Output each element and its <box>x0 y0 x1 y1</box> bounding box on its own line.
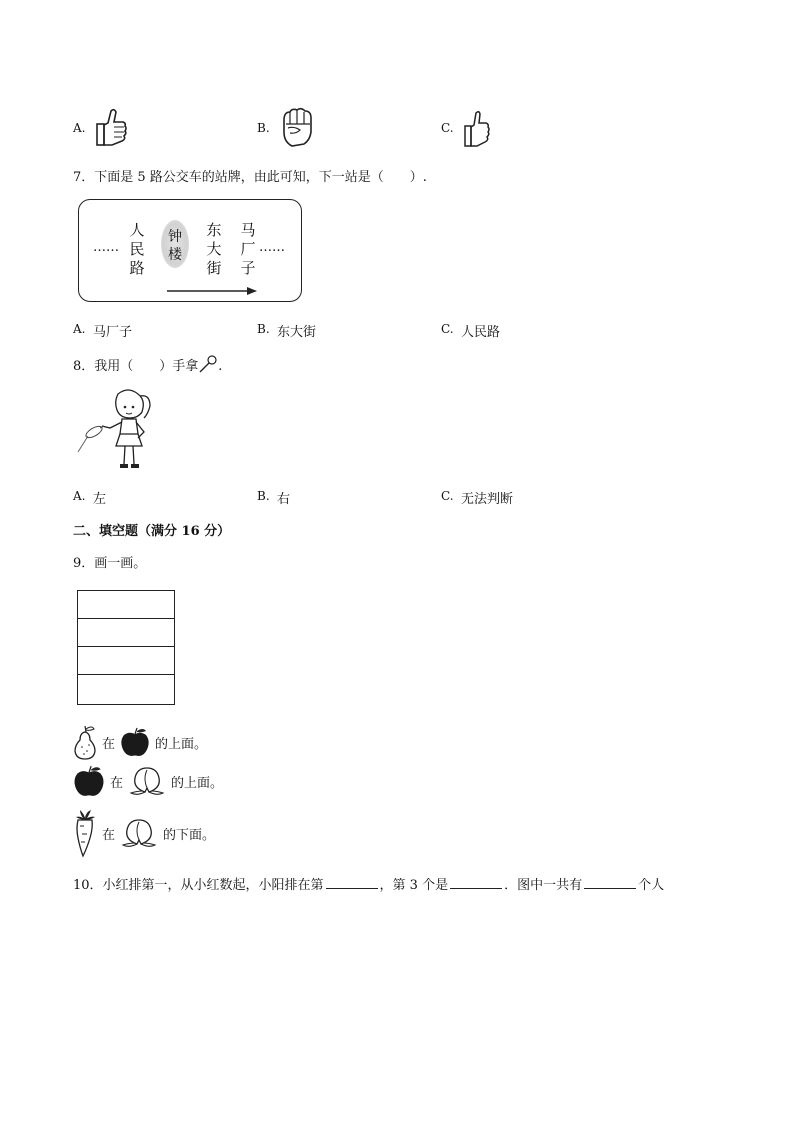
shelf-row[interactable] <box>78 591 174 619</box>
apple-icon <box>119 726 151 758</box>
drawing-shelf-grid[interactable] <box>77 590 175 705</box>
peach-icon <box>119 815 159 851</box>
q10-blank-2[interactable] <box>450 876 502 889</box>
q9-row-2 <box>72 764 223 798</box>
section-2-title: 二、填空题（满分 16 分） <box>73 524 231 539</box>
peach-icon <box>127 764 167 798</box>
sign-stop-next2: 马厂子 <box>240 221 256 277</box>
thumb-up-small-icon <box>463 108 491 148</box>
q7-question-text: 7．下面是 5 路公交车的站牌，由此可知，下一站是（ ）. <box>73 170 427 185</box>
carrot-icon <box>72 808 98 858</box>
q8-option-c-text: 无法判断 <box>461 492 514 507</box>
q7-option-a-text: 马厂子 <box>93 325 133 340</box>
q10-part4: 个人 <box>638 878 665 893</box>
sign-stop-next1: 东大街 <box>206 221 222 277</box>
q8-text-after: . <box>218 359 223 374</box>
q10-blank-3[interactable] <box>584 876 636 889</box>
q9-question-text: 9．画一画。 <box>73 556 147 571</box>
shelf-row[interactable] <box>78 675 174 703</box>
q9-row-3 <box>72 808 215 858</box>
q9-row-3-word2: 的下面。 <box>163 827 216 843</box>
q8-option-c-label: C. <box>441 489 454 503</box>
direction-arrow-icon <box>167 286 259 296</box>
thumb-up-icon <box>94 107 128 147</box>
sign-right-dots: …… <box>259 240 285 255</box>
q8-question-text <box>73 355 222 374</box>
q9-row-2-word2: 的上面。 <box>171 775 224 791</box>
q7-option-a-label: A. <box>73 322 86 336</box>
q8-option-b-label: B. <box>257 489 270 503</box>
q6-option-b-label: B. <box>257 121 270 135</box>
q8-option-a-text: 左 <box>93 492 107 507</box>
q9-row-1-word1: 在 <box>102 736 116 752</box>
sign-stop-prev: 人民路 <box>129 221 145 277</box>
q10-part2: ，第 3 个是 <box>379 878 449 893</box>
q9-row-2-word1: 在 <box>110 775 124 791</box>
q7-option-c-label: C. <box>441 322 454 336</box>
badminton-racket-icon <box>198 355 218 373</box>
q10-part1: 10．小红排第一，从小红数起，小阳排在第 <box>73 878 324 893</box>
girl-holding-racket-icon <box>76 388 168 472</box>
q9-row-1 <box>72 723 207 761</box>
q10-question-text <box>73 874 664 893</box>
sign-stop-current: 钟楼 <box>168 229 182 263</box>
q9-row-3-word1: 在 <box>102 827 116 843</box>
q9-row-1-word2: 的上面。 <box>155 736 208 752</box>
apple-icon <box>72 764 106 798</box>
pear-icon <box>72 723 98 761</box>
q7-option-b-label: B. <box>257 322 270 336</box>
bus-stop-sign <box>78 199 302 302</box>
q7-option-c-text: 人民路 <box>461 325 501 340</box>
q8-text-before: 8．我用（ ）手拿 <box>73 359 199 374</box>
shelf-row[interactable] <box>78 647 174 675</box>
q6-option-a-label: A. <box>73 121 86 135</box>
q7-option-b-text: 东大街 <box>277 325 317 340</box>
q8-option-a-label: A. <box>73 489 86 503</box>
shelf-row[interactable] <box>78 619 174 647</box>
q10-part3: ．图中一共有 <box>504 878 583 893</box>
sign-left-dots: …… <box>93 240 119 255</box>
q10-blank-1[interactable] <box>326 876 378 889</box>
fist-icon <box>278 106 316 148</box>
q8-option-b-text: 右 <box>277 492 291 507</box>
q6-option-c-label: C. <box>441 121 454 135</box>
